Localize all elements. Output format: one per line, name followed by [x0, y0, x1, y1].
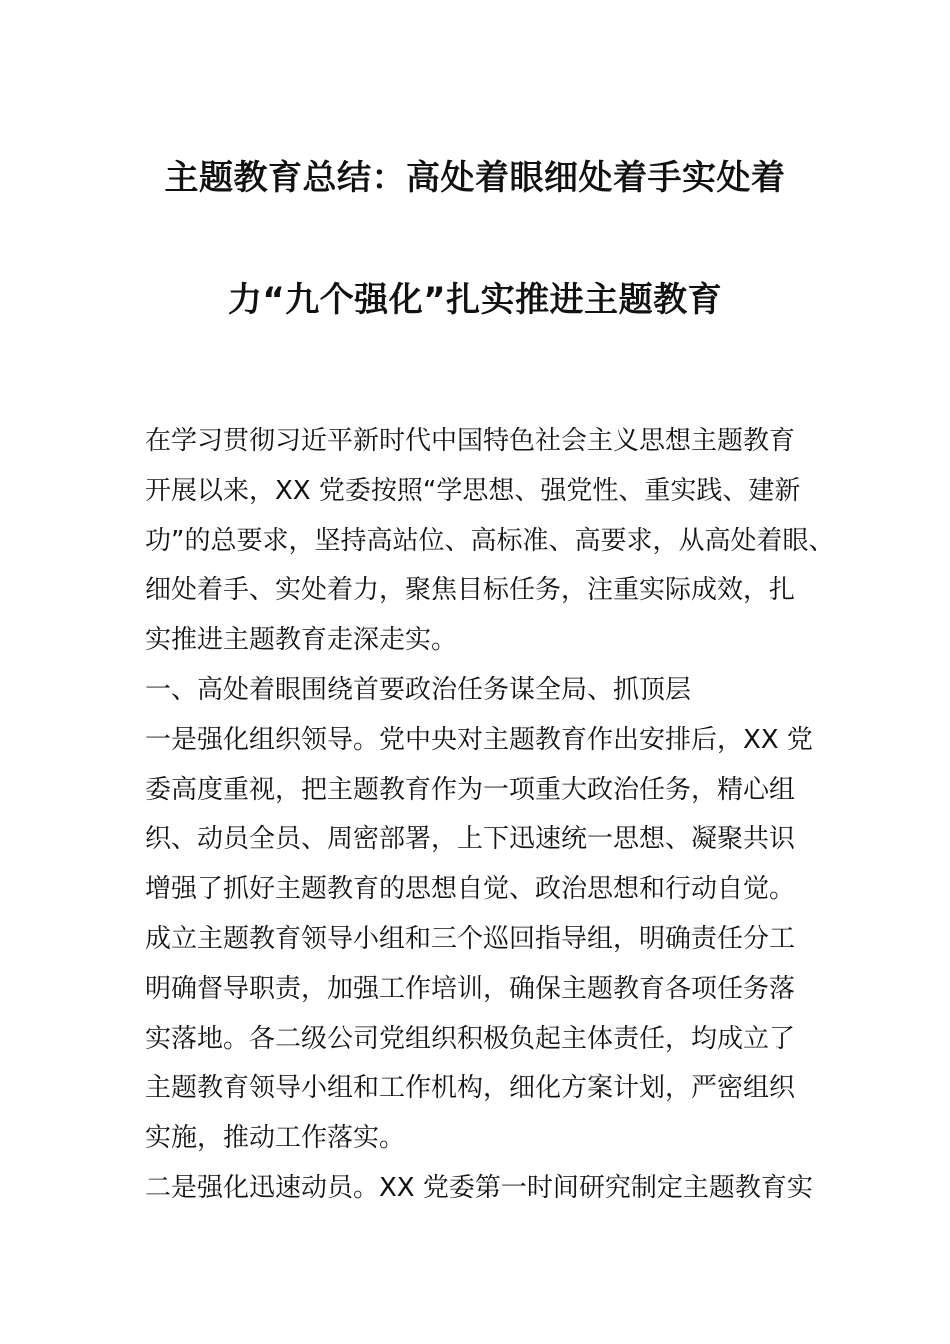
document-body	[145, 417, 835, 1214]
body-line: 成立主题教育领导小组和三个巡回指导组，明确责任分工	[145, 923, 796, 954]
document-title-line-2: 力“九个强化”扎实推进主题教育	[227, 280, 723, 320]
body-line: 主题教育领导小组和工作机构，细化方案计划，严密组织	[145, 1073, 796, 1104]
body-line: 委高度重视，把主题教育作为一项重大政治任务，精心组	[145, 774, 796, 805]
document-title-line-1: 主题教育总结：高处着眼细处着手实处着	[164, 158, 786, 198]
body-line: 二是强化迅速动员。XX 党委第一时间研究制定主题教育实	[145, 1172, 813, 1203]
body-line: 明确督导职责，加强工作培训，确保主题教育各项任务落	[145, 973, 796, 1004]
body-line: 开展以来，XX 党委按照“学思想、强党性、重实践、建新	[145, 475, 801, 506]
body-line: 功”的总要求，坚持高站位、高标准、高要求，从高处着眼、	[145, 525, 835, 556]
body-line: 实施，推动工作落实。	[145, 1123, 406, 1154]
body-line: 实落地。各二级公司党组织积极负起主体责任，均成立了	[145, 1023, 796, 1054]
body-line: 增强了抓好主题教育的思想自觉、政治思想和行动自觉。	[145, 874, 796, 905]
body-line: 细处着手、实处着力，聚焦目标任务，注重实际成效，扎	[145, 575, 796, 606]
section-heading: 一、高处着眼围绕首要政治任务谋全局、抓顶层	[145, 674, 692, 705]
body-line: 实推进主题教育走深走实。	[145, 625, 458, 656]
body-line: 一是强化组织领导。党中央对主题教育作出安排后，XX 党	[145, 724, 813, 755]
body-line: 织、动员全员、周密部署，上下迅速统一思想、凝聚共识	[145, 824, 796, 855]
body-line: 在学习贯彻习近平新时代中国特色社会主义思想主题教育	[145, 426, 796, 456]
